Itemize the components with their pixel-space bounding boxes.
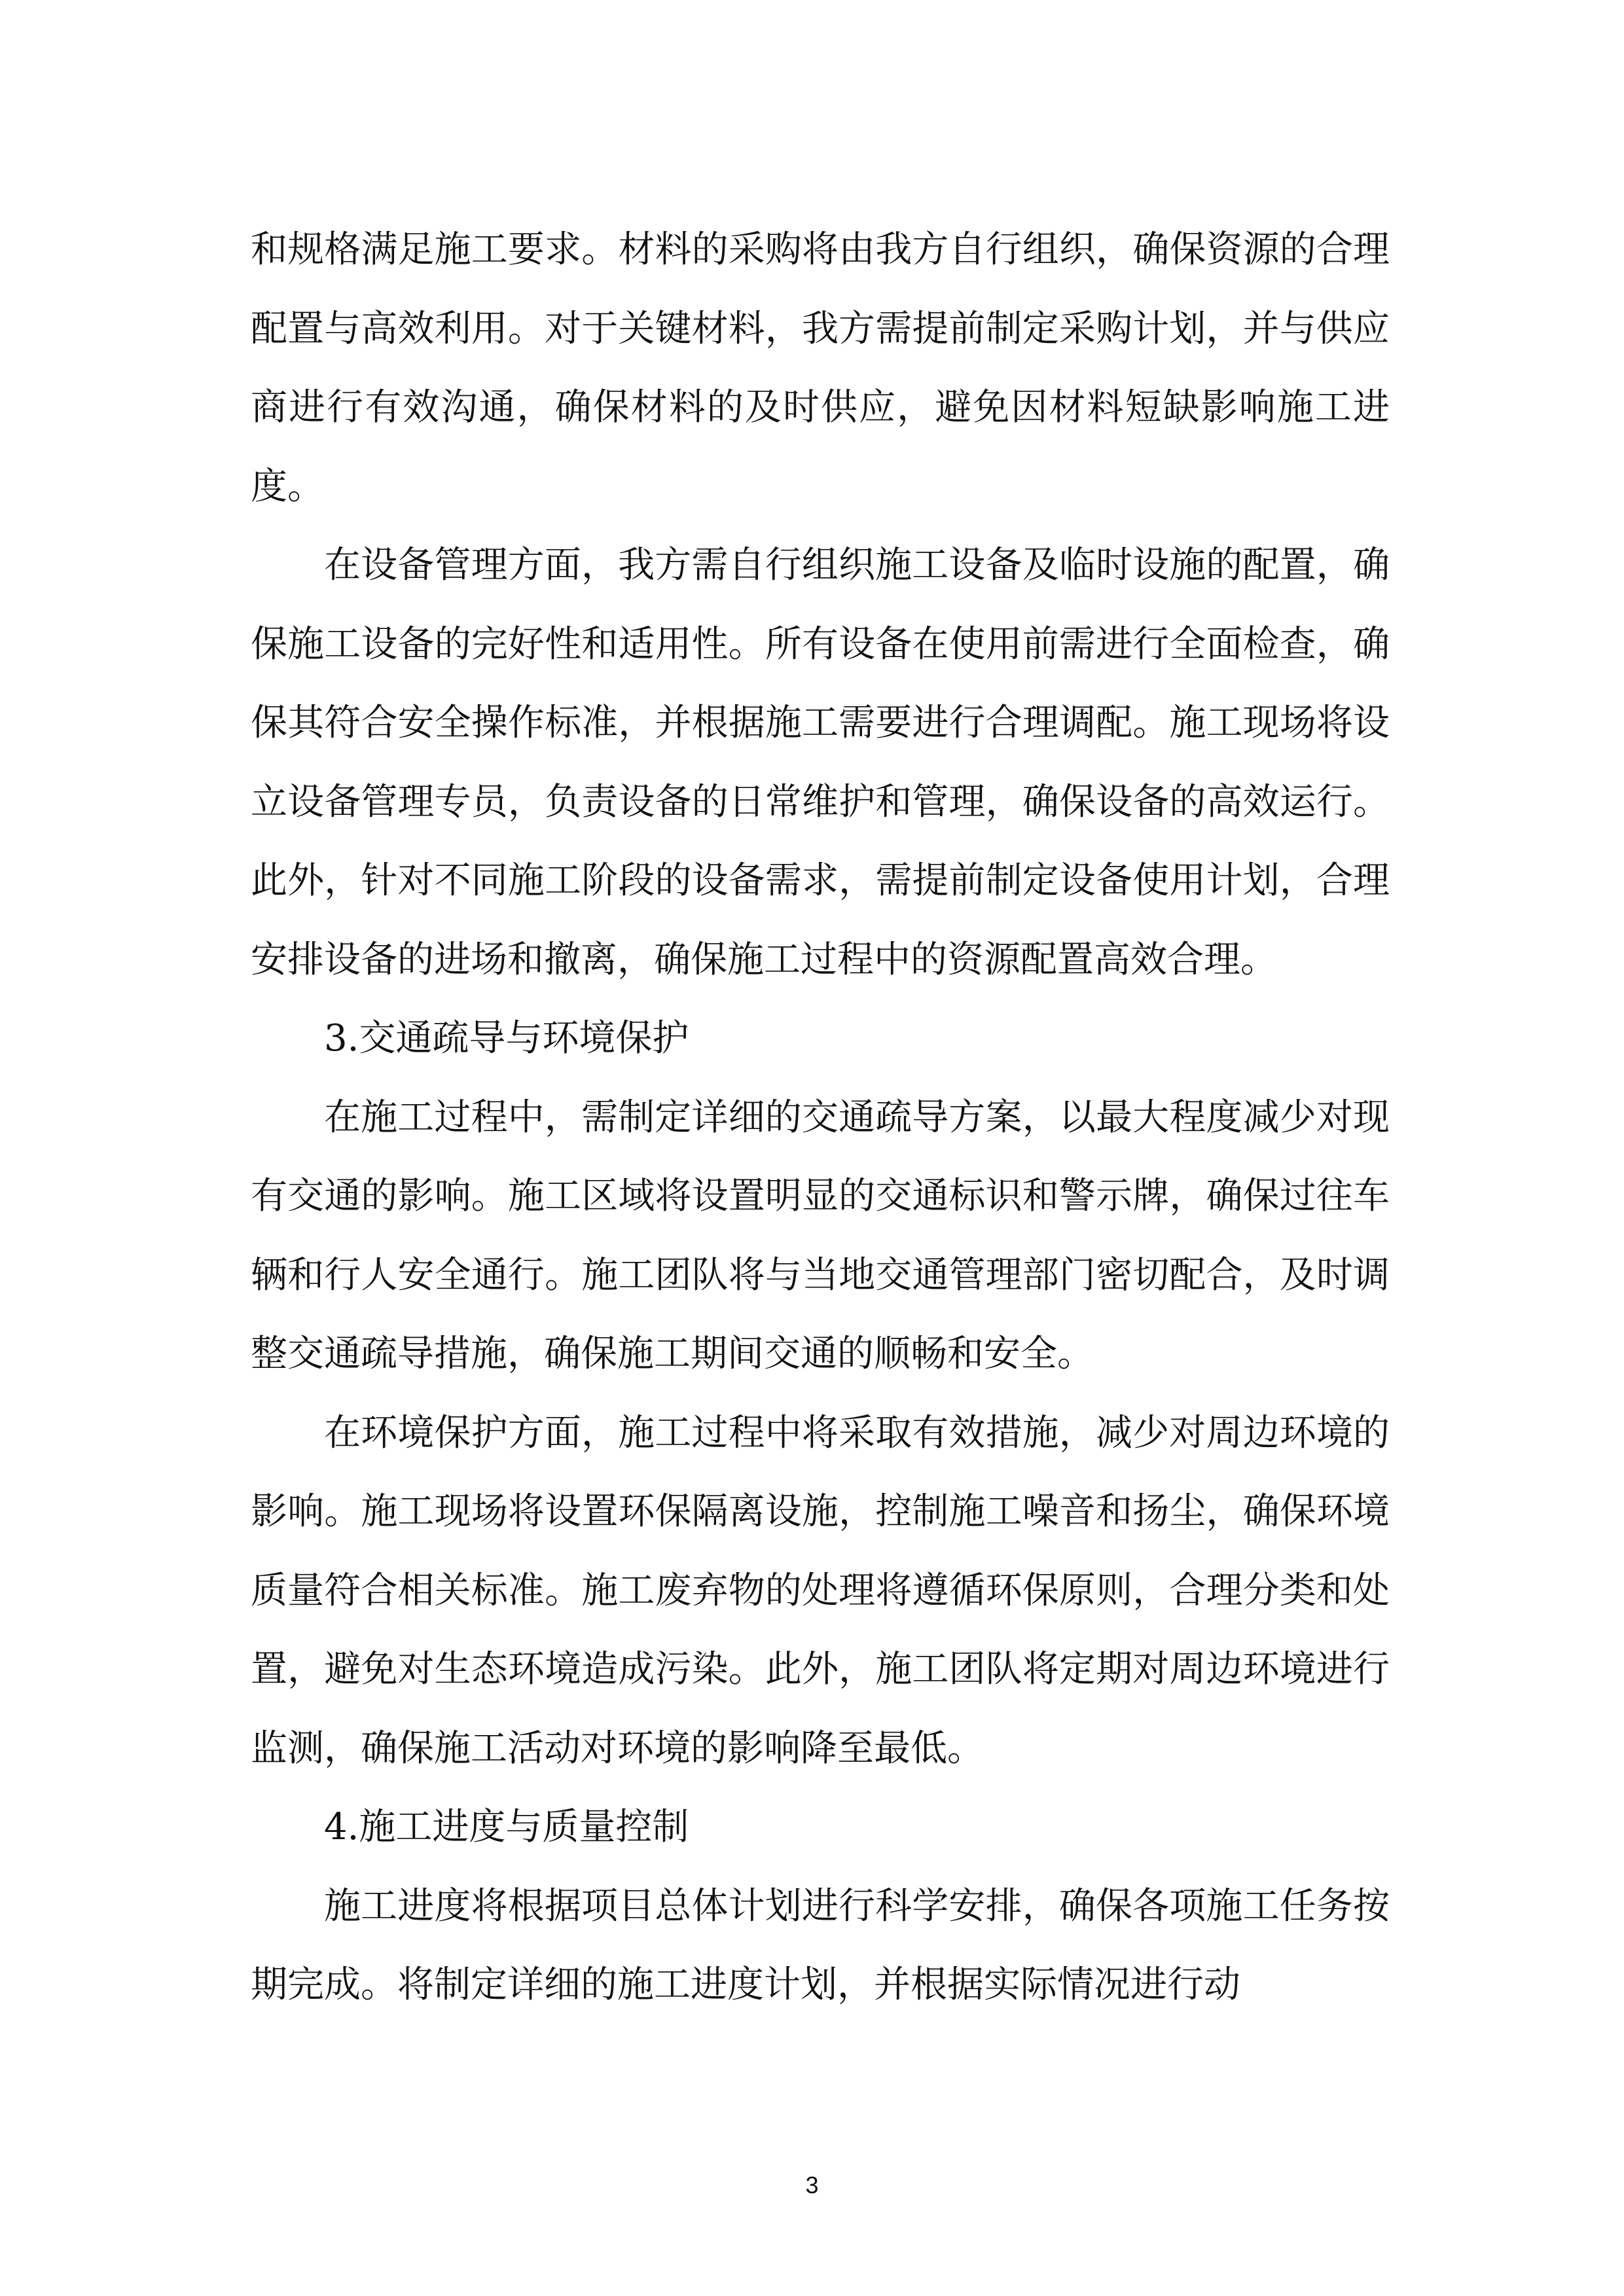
document-body: [251, 211, 1390, 2025]
section-heading-schedule-quality: 4.施工进度与质量控制: [324, 1806, 689, 1848]
paragraph-continuation: 和规格满足施工要求。材料的采购将由我方自行组织，确保资源的合理配置与高效利用。对于关键材料，我方需提前制定采购计划，并与供应商进行有效沟通，确保材料的及时供应，避免因材料短缺影响施工进度。: [251, 228, 1390, 508]
paragraph-equipment-management: 在设备管理方面，我方需自行组织施工设备及临时设施的配置，确保施工设备的完好性和适用性。所有设备在使用前需进行全面检查，确保其符合安全操作标准，并根据施工需要进行合理调配。施工现场将设立设备管理专员，负责设备的日常维护和管理，确保设备的高效运行。此外，针对不同施工阶段的设备需求，需提前制定设备使用计划，合理安排设备的进场和撤离，确保施工过程中的资源配置高效合理。: [251, 544, 1390, 981]
paragraph-schedule: 施工进度将根据项目总体计划进行科学安排，确保各项施工任务按期完成。将制定详细的施工进度计划，并根据实际情况进行动: [251, 1884, 1390, 2006]
section-heading-traffic-environment: 3.交通疏导与环境保护: [324, 1017, 689, 1060]
page-number: 3: [805, 2172, 819, 2198]
paragraph-traffic-guidance: 在施工过程中，需制定详细的交通疏导方案，以最大程度减少对现有交通的影响。施工区域将设置明显的交通标识和警示牌，确保过往车辆和行人安全通行。施工团队将与当地交通管理部门密切配合，及时调整交通疏导措施，确保施工期间交通的顺畅和安全。: [251, 1096, 1390, 1375]
paragraph-environmental-protection: 在环境保护方面，施工过程中将采取有效措施，减少对周边环境的影响。施工现场将设置环保隔离设施，控制施工噪音和扬尘，确保环境质量符合相关标准。施工废弃物的处理将遵循环保原则，合理分类和处置，避免对生态环境造成污染。此外，施工团队将定期对周边环境进行监测，确保施工活动对环境的影响降至最低。: [251, 1411, 1390, 1770]
